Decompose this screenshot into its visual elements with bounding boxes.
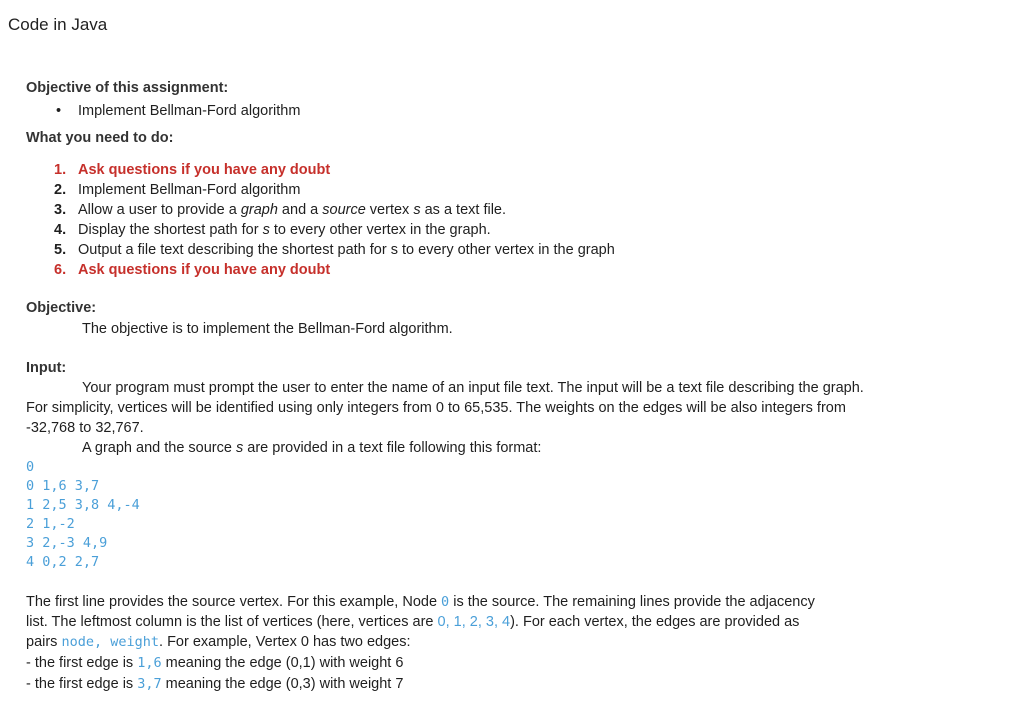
explanation-line (26, 592, 815, 612)
objective-heading: Objective: (26, 300, 97, 316)
input-paragraph: Your program must prompt the user to enter the name of an input file text. The input will be a text file describing the graph. For simplicity, vertices will be identified using only integers from 0 to 65,535. The weights on the edges will be also integers from -32,768 to 32,767. (26, 380, 864, 436)
page-title: Code in Java (8, 15, 108, 34)
step-text: Ask questions if you have any doubt (78, 262, 331, 278)
step-number: 5. (54, 242, 67, 258)
step-text: as a text file. (420, 202, 507, 218)
step-list-item (54, 200, 506, 220)
step-text: and a (277, 202, 323, 218)
step-number: 3. (54, 202, 67, 218)
format-emphasis: s (235, 440, 244, 456)
step-text: Ask questions if you have any doubt (78, 162, 331, 178)
inline-code: node, weight (61, 634, 160, 650)
explanation-text: - the first edge is (26, 676, 138, 692)
objective-assignment-heading: Objective of this assignment: (26, 80, 229, 96)
format-text: A graph and the source (82, 440, 236, 456)
step-list-item (54, 260, 330, 280)
step-number: 4. (54, 222, 67, 238)
inline-code: 1,6 (137, 655, 162, 671)
explanation-line (26, 632, 410, 652)
code-line: 3 2,-3 4,9 (26, 535, 108, 551)
step-text: Implement Bellman-Ford algorithm (78, 182, 301, 198)
code-line: 0 (26, 459, 35, 475)
code-block (26, 458, 140, 572)
step-text: Output a file text describing the shortest path for s to every other vertex in the graph (78, 242, 615, 258)
format-text: are provided in a text file following this format: (243, 440, 542, 456)
step-text: Display the shortest path for (78, 222, 263, 238)
objective-text: The objective is to implement the Bellman-Ford algorithm. (82, 321, 453, 337)
step-text: Allow a user to provide a (78, 202, 241, 218)
step-emphasis: s (413, 202, 421, 218)
step-number: 1. (54, 162, 67, 178)
explanation-text: meaning the edge (0,1) with weight 6 (161, 655, 404, 671)
bullet-icon: • (56, 103, 62, 119)
code-line: 4 0,2 2,7 (26, 554, 100, 570)
vertex-list: 0, 1, 2, 3, 4 (437, 614, 511, 630)
code-line: 2 1,-2 (26, 516, 75, 532)
explanation-text: meaning the edge (0,3) with weight 7 (161, 676, 404, 692)
step-list-item (54, 220, 491, 240)
step-text: vertex (365, 202, 414, 218)
edge-line (26, 653, 403, 673)
explanation-text: is the source. The remaining lines provide the adjacency (449, 594, 815, 610)
inline-code: 3,7 (137, 676, 162, 692)
todo-heading: What you need to do: (26, 130, 174, 146)
code-line: 0 1,6 3,7 (26, 478, 100, 494)
step-list-item (54, 180, 300, 200)
step-text: to every other vertex in the graph. (269, 222, 491, 238)
step-list-item (54, 160, 330, 180)
inline-code: 0 (441, 594, 450, 610)
explanation-text: list. The leftmost column is the list of vertices (here, vertices are (26, 614, 438, 630)
explanation-text: The first line provides the source vertex. For this example, Node (26, 594, 442, 610)
step-list-item (54, 240, 615, 260)
explanation-text: - the first edge is (26, 655, 138, 671)
explanation-line (26, 612, 799, 632)
format-paragraph (82, 438, 541, 458)
step-emphasis: s (262, 222, 270, 238)
step-number: 2. (54, 182, 67, 198)
objective-bullet-text: Implement Bellman-Ford algorithm (78, 103, 301, 119)
explanation-text: . For example, Vertex 0 has two edges: (159, 634, 411, 650)
code-line: 1 2,5 3,8 4,-4 (26, 497, 140, 513)
step-emphasis: graph (240, 202, 278, 218)
input-heading: Input: (26, 360, 67, 376)
explanation-text: ). For each vertex, the edges are provided as (510, 614, 800, 630)
edge-line (26, 674, 403, 694)
step-emphasis: source (322, 202, 366, 218)
explanation-text: pairs (26, 634, 62, 650)
step-number: 6. (54, 262, 67, 278)
objective-bullet-item (56, 101, 300, 121)
